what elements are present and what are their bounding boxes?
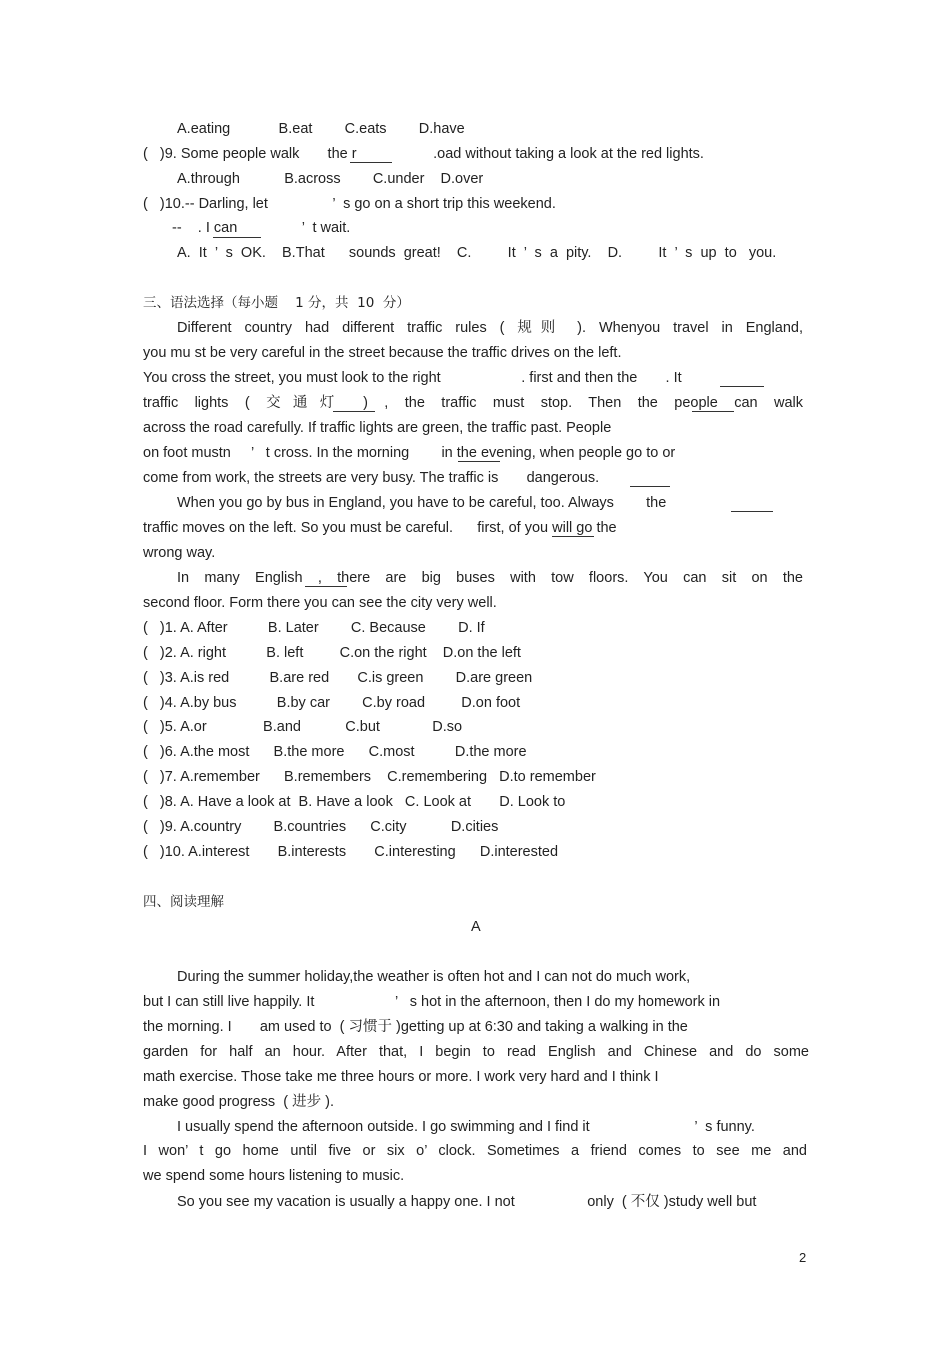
question-item: ( )6. A.the most B.the more C.most D.the more: [143, 744, 527, 760]
passage-line: traffic lights ( 交通灯 ) , the traffic must stop. Then the people can walk: [143, 395, 803, 411]
passage-line: math exercise. Those take me three hours or more. I work very hard and I think I: [143, 1069, 659, 1085]
answer-blank: [731, 511, 773, 512]
q9-stem: ( )9. Some people walk the r .oad without taking a look at the red lights.: [143, 146, 704, 162]
question-item: ( )9. A.country B.countries C.city D.cities: [143, 819, 499, 835]
passage-line: across the road carefully. If traffic lights are green, the traffic past. People: [143, 420, 612, 436]
passage-line: You cross the street, you must look to the right . first and then the . It: [143, 370, 682, 386]
passage-line: you mu st be very careful in the street because the traffic drives on the left.: [143, 345, 622, 361]
passage-line: on foot mustn ’ t cross. In the morning in the evening, when people go to or: [143, 445, 676, 461]
passage-line: make good progress ( 进步 ).: [143, 1094, 334, 1110]
page-number: 2: [799, 1250, 807, 1265]
passage-line: In many English , there are big buses with tow floors. You can sit on the: [177, 570, 803, 586]
passage-line: second floor. Form there you can see the city very well.: [143, 595, 497, 611]
passage-line: I won’ t go home until five or six o’ clock. Sometimes a friend comes to see me and: [143, 1143, 807, 1159]
q9-options: A.through B.across C.under D.over: [177, 171, 484, 187]
question-item: ( )4. A.by bus B.by car C.by road D.on foot: [143, 695, 521, 711]
answer-blank: [350, 162, 392, 163]
passage-line: wrong way.: [143, 545, 216, 561]
passage-line: come from work, the streets are very busy. The traffic is dangerous.: [143, 470, 600, 486]
passage-line: So you see my vacation is usually a happy one. I not only ( 不仅 )study well but: [177, 1194, 757, 1210]
passage-line: we spend some hours listening to music.: [143, 1168, 405, 1184]
answer-blank: [458, 461, 500, 462]
answer-blank: [213, 237, 261, 238]
q10-reply: -- . I can ’ t wait.: [172, 220, 351, 236]
passage-line: When you go by bus in England, you have to be careful, too. Always the: [177, 495, 667, 511]
passage-line: traffic moves on the left. So you must be careful. first, of you will go the: [143, 520, 617, 536]
section3-heading: 三、语法选择（每小题 1 分，共 10 分）: [143, 295, 410, 311]
answer-blank: [305, 586, 347, 587]
answer-blank: [720, 386, 764, 387]
question-item: ( )7. A.remember B.remembers C.remembering D.to remember: [143, 769, 596, 785]
passage-line: garden for half an hour. After that, I begin to read English and Chinese and do some: [143, 1044, 809, 1060]
passage-line: the morning. I am used to ( 习惯于 )getting up at 6:30 and taking a walking in the: [143, 1019, 688, 1035]
passage-title: A: [471, 919, 481, 935]
section4-heading: 四、阅读理解: [143, 894, 224, 910]
question-item: ( )10. A.interest B.interests C.interesting D.interested: [143, 844, 559, 860]
question-item: ( )8. A. Have a look at B. Have a look C. Look at D. Look to: [143, 794, 566, 810]
answer-blank: [692, 411, 734, 412]
answer-blank: [552, 536, 594, 537]
passage-line: During the summer holiday,the weather is often hot and I can not do much work,: [177, 969, 691, 985]
answer-blank: [333, 411, 375, 412]
passage-line: Different country had different traffic rules ( 规则 ). Whenyou travel in England,: [177, 320, 803, 336]
q8-options: A.eating B.eat C.eats D.have: [177, 121, 465, 137]
question-item: ( )3. A.is red B.are red C.is green D.are green: [143, 670, 533, 686]
question-item: ( )1. A. After B. Later C. Because D. If: [143, 620, 485, 636]
answer-blank: [630, 486, 670, 487]
question-item: ( )5. A.or B.and C.but D.so: [143, 719, 463, 735]
q10-options: A. It ’ s OK. B.That sounds great! C. It ’ s a pity. D. It ’ s up to you.: [177, 245, 777, 261]
question-item: ( )2. A. right B. left C.on the right D.on the left: [143, 645, 521, 661]
passage-line: I usually spend the afternoon outside. I go swimming and I find it ’ s funny.: [177, 1119, 755, 1135]
passage-line: but I can still live happily. It ’ s hot in the afternoon, then I do my homework in: [143, 994, 721, 1010]
q10-stem: ( )10.-- Darling, let ’ s go on a short trip this weekend.: [143, 196, 556, 212]
